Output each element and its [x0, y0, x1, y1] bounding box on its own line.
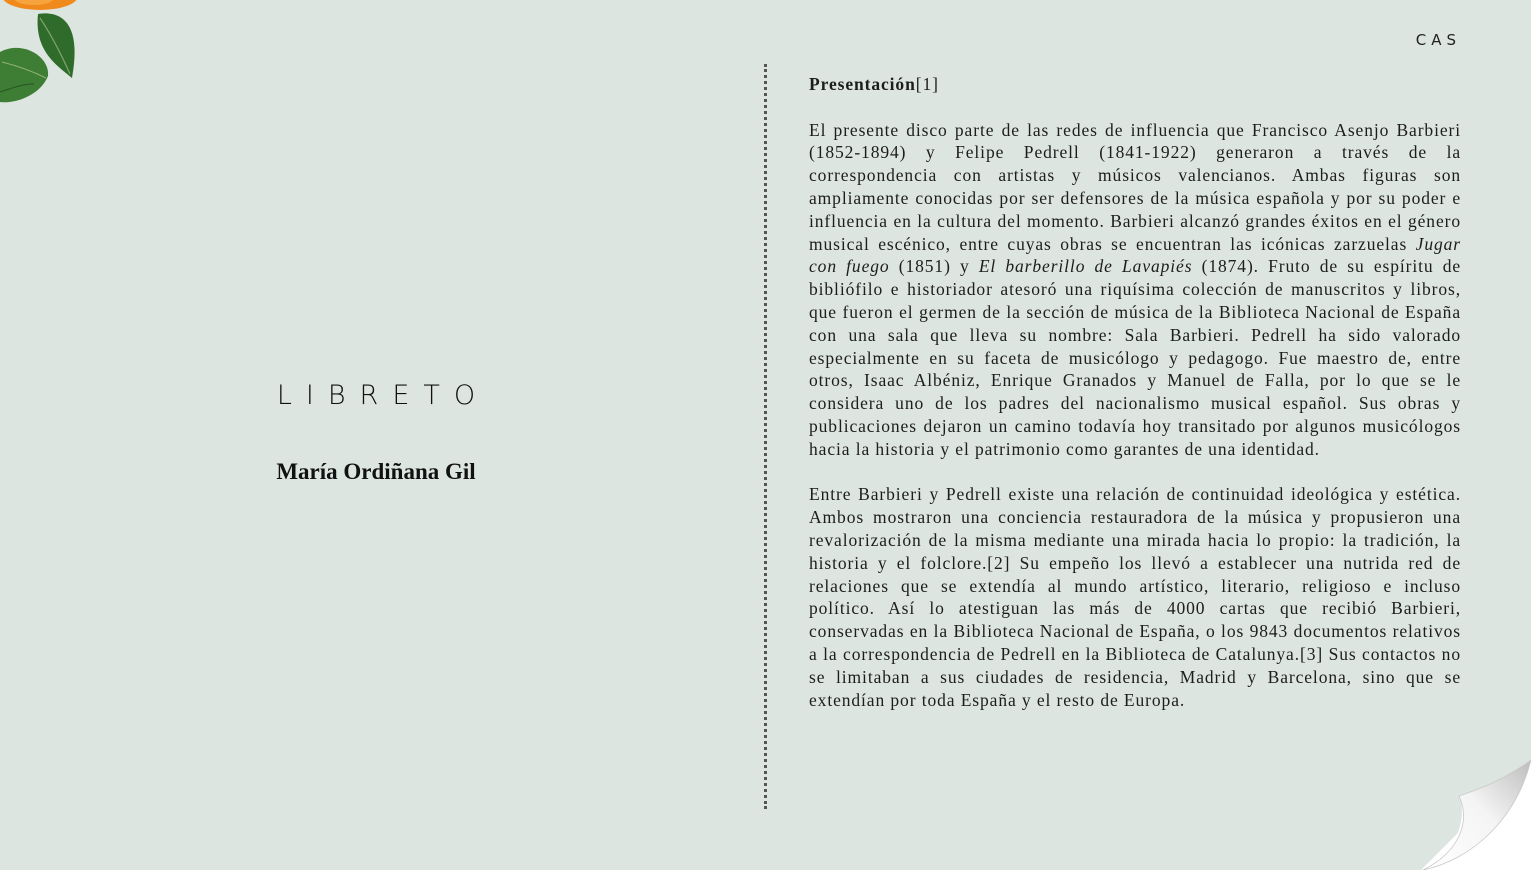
- paragraph-1-text-a: El presente disco parte de las redes de influencia que Francisco Asenjo Barbieri (1852-1894) y Felipe Pedrell (1841-1922) generaron a través de la correspondencia con artistas y músicos valencianos. Ambas figuras son ampliamente conocidas por ser defensores de la música española y por su poder e influencia en la cultura del momento. Barbieri alcanzó grandes éxitos en el género musical escénico, entre cuyas obras se encuentran las icónicas zarzuelas: [809, 119, 1461, 254]
- paragraph-1-text-b: (1851) y: [889, 256, 979, 277]
- work-title-jugar-con-fuego: Jugar con fuego: [809, 233, 1461, 277]
- paragraph-2: Entre Barbieri y Pedrell existe una relación de continuidad ideológica y estética. Ambos mostraron una conciencia restauradora de la música y propusieron una revalorización de la misma mediante una mirada hacia lo propio: la tradición, la historia y el folclore.[2] Su empeño los llevó a establecer una nutrida red de relaciones que se extendía al mundo artístico, literario, religioso e incluso político. Así lo atestiguan las más de 4000 cartas que recibió Barbieri, conservadas en la Biblioteca Nacional de España, o los 9843 documentos relativos a la correspondencia de Pedrell en la Biblioteca de Catalunya.[3] Sus contactos no se limitaban a sus ciudades de residencia, Madrid y Barcelona, sino que se extendían por toda España y el resto de Europa.: [809, 484, 1461, 710]
- orange-leaves-icon: [0, 0, 90, 110]
- paragraph-1: [809, 119, 1461, 461]
- footnote-ref-1[interactable]: [1]: [915, 74, 939, 94]
- language-switch[interactable]: CAS: [1415, 31, 1461, 49]
- page-curl-icon[interactable]: [1421, 760, 1531, 870]
- title-block: [200, 380, 552, 485]
- page-title: LIBRETO: [276, 380, 490, 411]
- article-text: [809, 73, 1461, 734]
- paragraph-1-text-c: (1874). Fruto de su espíritu de bibliófilo e historiador atesoró una riquísima colección de manuscritos y libros, que fueron el germen de la sección de música de la Biblioteca Nacional de España con una sala que lleva su nombre: Sala Barbieri. Pedrell ha sido valorado especialmente en su faceta de musicólogo y pedagogo. Fue maestro de, entre otros, Isaac Albéniz, Enrique Granados y Manuel de Falla, por lo que se le considera uno de los padres del nacionalismo musical español. Sus obras y publicaciones dejaron un camino todavía hoy transitado por algunos musicólogos hacia la historia y el patrimonio como garantes de una identidad.: [809, 256, 1462, 459]
- author-name: María Ordiñana Gil: [276, 459, 476, 484]
- work-title-el-barberillo: El barberillo de Lavapiés: [978, 256, 1193, 277]
- dotted-divider: [764, 64, 767, 809]
- section-heading-label: Presentación: [809, 74, 916, 94]
- section-heading: [809, 73, 1461, 96]
